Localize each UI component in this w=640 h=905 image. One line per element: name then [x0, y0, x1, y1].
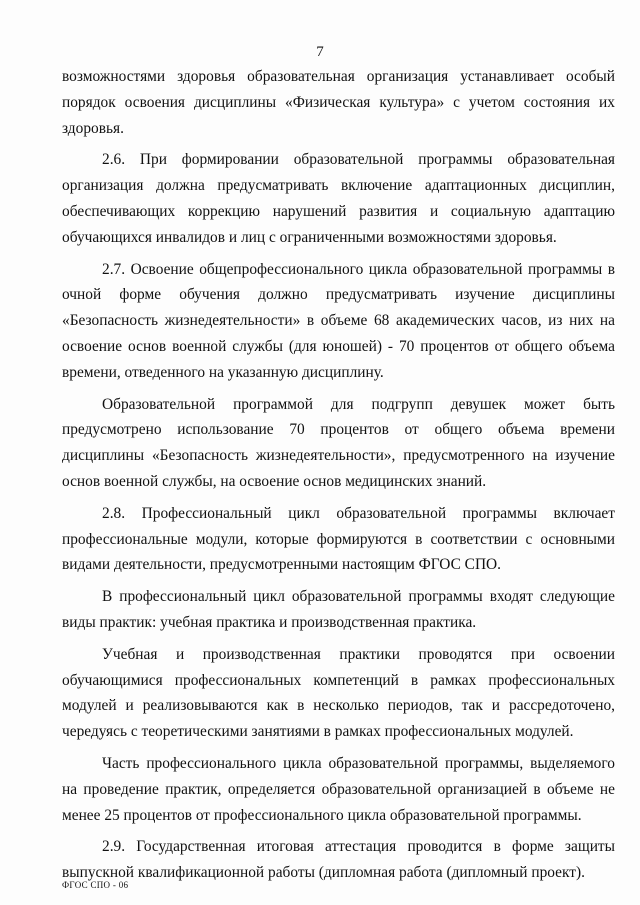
paragraph-health-continuation: возможностями здоровья образовательная организация устанавливает особый порядок освоения дисциплины «Физическая культура» с учетом состояния их здоровья.	[62, 68, 615, 137]
paragraph-practice-conduct: Учебная и производственная практики проводятся при освоении обучающимися профессиональных компетенций в рамках профессиональных модулей и реализовываются как в несколько периодов, так и рассредоточено, чередуясь с теоретическими занятиями в рамках профессиональных модулей.	[62, 645, 615, 741]
page-number: 7	[316, 44, 324, 60]
paragraph-practice-types: В профессиональный цикл образовательной программы входят следующие виды практик: учебная практика и производственная практика.	[62, 588, 615, 631]
paragraph-2-9: 2.9. Государственная итоговая аттестация проводится в форме защиты выпускной квалификационной работы (дипломная работа (дипломный проект).	[62, 838, 615, 882]
footer-document-code: ФГОС СПО - 06	[62, 880, 129, 890]
paragraph-2-7: 2.7. Освоение общепрофессионального цикла образовательной программы в очной форме обучения должно предусматривать изучение дисциплины «Безопасность жизнедеятельности» в объеме 68 академических часов, из них на освоение основ военной службы (для юношей) - 70 процентов от общего объема времени, отведенного на указанную дисциплину.	[62, 260, 615, 381]
paragraph-2-6: 2.6. При формировании образовательной программы образовательная организация должна предусматривать включение адаптационных дисциплин, обеспечивающих коррекцию нарушений развития и социальную адаптацию обучающихся инвалидов и лиц с ограниченными возможностями здоровья.	[62, 151, 615, 246]
paragraph-practice-share: Часть профессионального цикла образовательной программы, выделяемого на проведение практик, определяется образовательной организацией в объеме не менее 25 процентов от профессионального цикла образовательной программы.	[62, 754, 615, 824]
document-body	[62, 64, 615, 892]
paragraph-girls-subgroups: Образовательной программой для подгрупп девушек может быть предусмотрено использование 70 процентов от общего объема времени дисциплины «Безопасность жизнедеятельности», предусмотренного на изучение основ военной службы, на освоение основ медицинских знаний.	[62, 395, 615, 490]
paragraph-2-8: 2.8. Профессиональный цикл образовательной программы включает профессиональные модули, которые формируются в соответствии с основными видами деятельности, предусмотренными настоящим ФГОС СПО.	[62, 504, 615, 574]
